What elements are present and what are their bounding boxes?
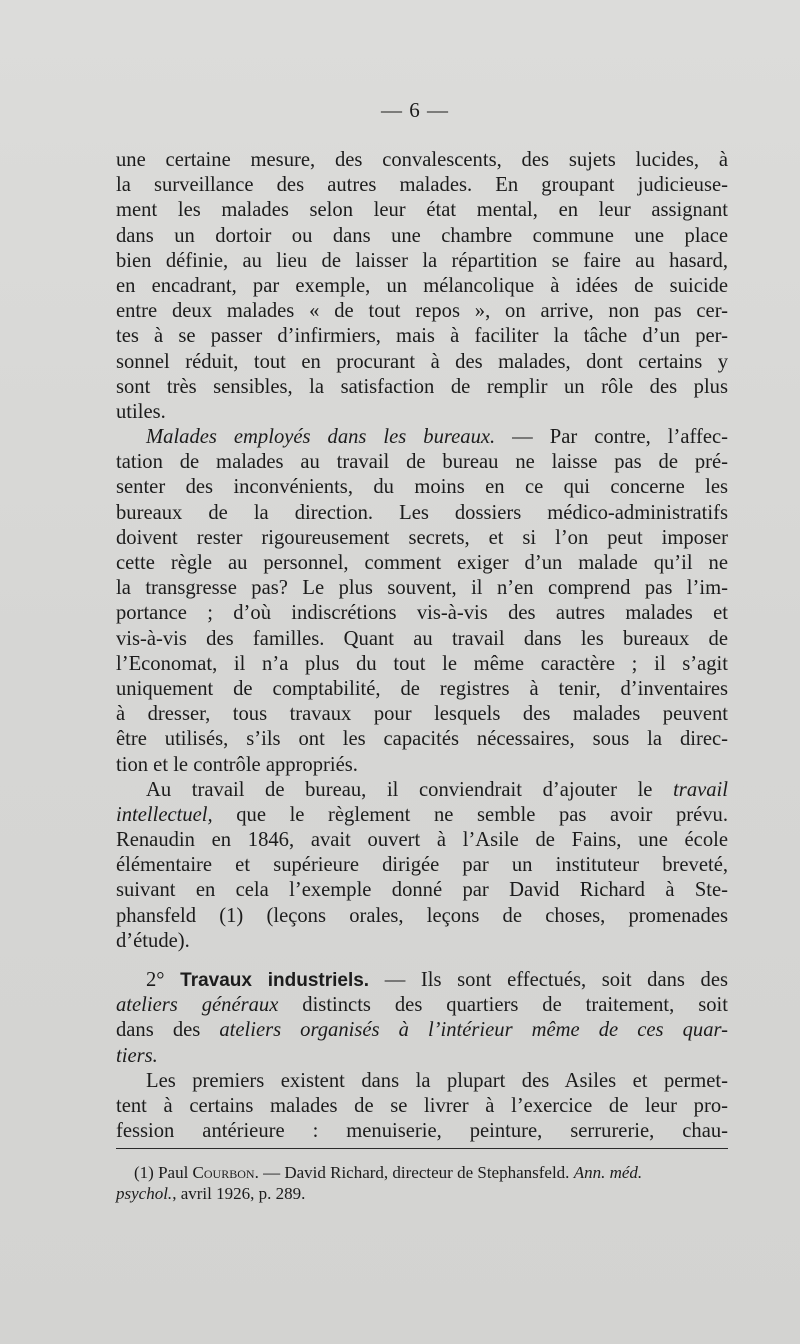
footnote-line [116,1162,728,1183]
text-line: utiles. [116,400,166,423]
text-fragment: (1) Paul [134,1163,193,1182]
text-line: senter des inconvénients, du moins en ce qui concerne les [116,476,728,499]
page-number: — 6 — [381,98,449,122]
text-line: à dresser, tous travaux pour lesquels des malades peuvent [116,703,728,726]
journal-title: Ann. méd. [573,1163,643,1182]
text-line: fession antérieure : menuiserie, peinture, serrurerie, chau- [116,1120,728,1143]
section-heading: Malades employés dans les bureaux. [146,426,496,449]
text-line: tes à se passer d’infirmiers, mais à faciliter la tâche d’un per- [116,325,728,348]
text-line: tent à certains malades de se livrer à l’exercice de leur pro- [116,1094,728,1117]
text-line: Les premiers existent dans la plupart des Asiles et permet- [146,1069,728,1092]
text-fragment: dans des [116,1019,220,1042]
italic-term: tiers. [116,1044,158,1067]
italic-term: intellectuel, [116,803,213,826]
footnote-divider [116,1148,728,1149]
text-line: Renaudin en 1846, avait ouvert à l’Asile de Fains, une école [116,829,728,852]
text-line: d’étude). [116,929,190,952]
footnote [116,1162,728,1204]
body-text [116,148,728,1144]
section-line [116,425,728,450]
text-fragment: — Par contre, l’affec- [495,426,728,449]
text-line [116,778,728,803]
text-line [116,1044,728,1069]
text-line [116,1018,728,1043]
author-name: Courbon [192,1163,255,1182]
text-line: être utilisés, s’ils ont les capacités nécessaires, sous la direc- [116,728,728,751]
text-line: la surveillance des autres malades. En groupant judicieuse- [116,174,728,197]
text-fragment: — Ils sont effectués, soit dans des [369,969,728,991]
text-line: ment les malades selon leur état mental, en leur assignant [116,199,728,222]
text-line: tation de malades au travail de bureau ne laisse pas de pré- [116,451,728,474]
text-line: dans un dortoir ou dans une chambre commune une place [116,224,728,247]
text-line: entre deux malades « de tout repos », on arrive, non pas cer- [116,300,728,323]
text-line: la transgresse pas? Le plus souvent, il n’en comprend pas l’im- [116,577,728,600]
text-line: l’Economat, il n’a plus du tout le même caractère ; il s’agit [116,652,728,675]
section-line [116,968,728,993]
text-line: bureaux de la direction. Les dossiers médico-administratifs [116,501,728,524]
section-heading: Travaux industriels. [180,970,370,991]
text-line: élémentaire et supérieure dirigée par un instituteur breveté, [116,854,728,877]
text-line: en encadrant, par exemple, un mélancolique à idées de suicide [116,274,728,297]
text-line [116,803,728,828]
text-line: uniquement de comptabilité, de registres à tenir, d’inventaires [116,677,728,700]
text-line: phansfeld (1) (leçons orales, leçons de choses, promenades [116,904,728,927]
italic-term: ateliers généraux [116,994,279,1017]
text-fragment: que le règlement ne semble pas avoir prévu. [212,803,728,826]
text-line: sonnel réduit, tout en procurant à des malades, dont certains y [116,350,728,373]
journal-title: psychol. [116,1184,173,1203]
text-line [116,993,728,1018]
text-line: bien définie, au lieu de laisser la répartition se faire au hasard, [116,249,728,272]
text-fragment: distincts des quartiers de traitement, soit [278,994,728,1017]
text-line: une certaine mesure, des convalescents, des sujets lucides, à [116,149,728,171]
text-line: tion et le contrôle appropriés. [116,753,358,776]
footnote-line [116,1183,728,1204]
text-line: portance ; d’où indiscrétions vis-à-vis des autres malades et [116,602,728,625]
italic-term: ateliers organisés à l’intérieur même de ces quar- [219,1019,728,1042]
text-fragment: , avril 1926, p. 289. [172,1184,306,1203]
text-line: vis-à-vis des familles. Quant au travail dans les bureaux de [116,627,728,650]
text-line: cette règle au personnel, comment exiger d’un malade qu’il ne [116,552,728,574]
text-line: sont très sensibles, la satisfaction de remplir un rôle des plus [116,375,728,398]
text-fragment: . — David Richard, directeur de Stephansfeld. [254,1163,574,1182]
text-fragment: Au travail de bureau, il conviendrait d’ajouter le [146,778,674,801]
text-line: suivant en cela l’exemple donné par David Richard à Ste- [116,879,728,902]
section-number: 2° [146,969,181,991]
italic-term: travail [673,778,728,801]
text-line: doivent rester rigoureusement secrets, et si l’on peut imposer [116,526,728,549]
